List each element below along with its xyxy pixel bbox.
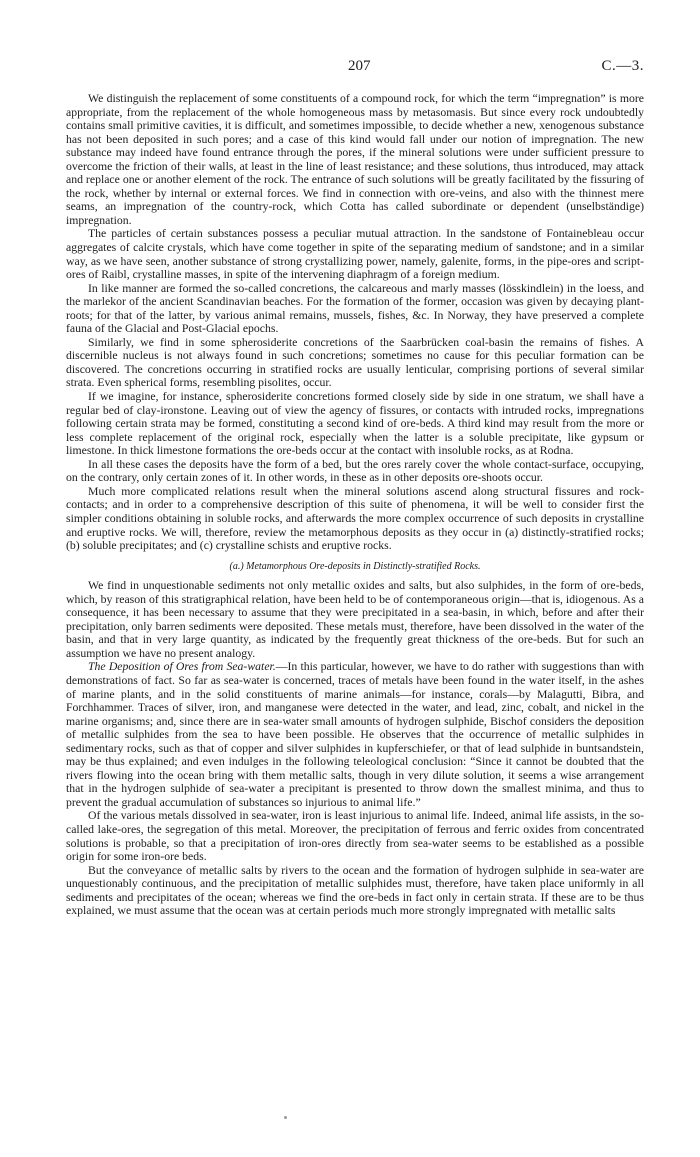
page-number: 207 [348,58,371,74]
print-speck [284,1116,287,1119]
section-heading: (a.) Metamorphous Ore-deposits in Distinctly-stratified Rocks. [229,560,481,572]
paragraph-deposition-sea-water [66,660,644,809]
paragraph-conveyance: But the conveyance of metallic salts by rivers to the ocean and the formation of hydrogen sulphide in sea-water are unquestionably continuous, and the precipitation of metallic sulphides must, therefore, have taken place uniformly in all sediments and precipitates of the ocean; whereas we find the ore-beds in fact only in certain strata. If these are to be thus explained, we must assume that the ocean was at certain periods much more strongly impregnated with metallic salts [66,863,644,918]
body-text [66,92,644,918]
series-label: C.—3. [601,58,644,74]
deposition-lead: The Deposition of Ores from Sea-water. [88,660,276,674]
paragraph-mutual-attraction: The particles of certain substances possess a peculiar mutual attraction. In the sandstone of Fontainebleau occur aggregates of calcite crystals, which have come together in spite of the separating medium of sandstone; and in a similar way, as we have seen, another substance of strong crystallizing power, namely, galenite, forms, in the pipe-ores and script-ores of Raibl, crystalline masses, in spite of the intervening diaphragm of a foreign medium. [66,227,644,282]
paragraph-unquestionable-sediments: We find in unquestionable sediments not only metallic oxides and salts, but also sulphides, in the form of ore-beds, which, by reason of this stratigraphical relation, have been held to be of contemporaneous origin—that is, idiogenous. As a consequence, it has been necessary to assume that they were precipitated in a sea-basin, in which, before and after their precipitation, only barren sediments were deposited. These metals must, therefore, have been dissolved in the water of the basin, and that in very large quantity, as indicated by the frequently great thickness of the ore-beds. But for such an assumption we have no present analogy. [66,579,644,660]
paragraph-ore-shoots: In all these cases the deposits have the form of a bed, but the ores rarely cover the whole contact-surface, occupying, on the contrary, only certain zones of it. In other words, in these as in other deposits ore-shoots occur. [66,457,644,485]
paragraph-iron-least-injurious: Of the various metals dissolved in sea-water, iron is least injurious to animal life. Indeed, animal life assists, in the so-called lake-ores, the segregation of this metal. Moreover, the precipitation of ferrous and ferric oxides from concentrated solutions is probable, so that a precipitation of iron-ores directly from sea-water seems to be established as a possible origin for some iron-ore beds. [66,809,644,864]
paragraph-spherosiderite: Similarly, we find in some spherosiderite concretions of the Saarbrücken coal-basin the remains of fishes. A discernible nucleus is not always found in such concretions; sometimes no cause for this peculiar formation can be discovered. The concretions occurring in stratified rocks are usually lenticular, comprising portions of several similar strata. Even spherical forms, resembling pisolites, occur. [66,335,644,390]
paragraph-concretions: In like manner are formed the so-called concretions, the calcareous and marly masses (lösskindlein) in the loess, and the marlekor of the ancient Scandinavian beaches. For the formation of the former, occasion was given by decaying plant-roots; for that of the latter, by various animal remains, mussels, fishes, &c. In Norway, they have preserved a complete fauna of the Glacial and Post-Glacial epochs. [66,281,644,336]
deposition-text: —In this particular, however, we have to do rather with suggestions than with demonstrations of fact. So far as sea-water is concerned, traces of metals have been found in the water itself, in the ashes of marine plants, and in the solid constituents of marine animals—for instance, corals—by Malagutti, Bibra, and Forchhammer. Traces of silver, iron, and manganese were detected in the water, and lead, zinc, cobalt, and nickel in the marine organisms; and, since there are in sea-water small amounts of hydrogen sulphide, Bischof considers the deposition of metallic sulphides from the sea to have been possible. He observes that the occurrence of metallic sulphides in sedimentary rocks, such as that of copper and silver sulphides in kupferschiefer, or that of lead sulphide in buntsandstein, may be thus explained; and even indulges in the following teleological conclusion: “Since it cannot be doubted that the rivers flowing into the ocean bring with them metallic salts, though in very dilute solution, it seems a wise arrangement that in the hydrogen sulphide of sea-water a precipitant is presented to throw down the smallest minima, and thus to prevent the gradual accumulation of substances so injurious to animal life.” [66,660,644,809]
paragraph-clay-ironstone: If we imagine, for instance, spherosiderite concretions formed closely side by side in one stratum, we shall have a regular bed of clay-ironstone. Leaving out of view the agency of fissures, or contacts with intruded rocks, impregnations following certain strata may be formed, constituting a second kind of ore-beds. A third kind may result from the more or less complete replacement of the original rock, especially when the latter is a soluble precipitate, like gypsum or limestone. In thick limestone formations the ore-beds occur at the contact with insoluble rocks, as at Rodna. [66,390,644,458]
paragraph-complicated-relations: Much more complicated relations result when the mineral solutions ascend along structural fissures and rock-contacts; and in order to a comprehensive description of this suite of phenomena, it will be well to consider first the simpler conditions obtaining in soluble rocks, and afterwards the more complex occurrence of such deposits in crystalline and eruptive rocks. We will, therefore, review the metamorphous deposits as they occur in (a) distinctly-stratified rocks; (b) soluble precipitates; and (c) crystalline schists and eruptive rocks. [66,484,644,553]
paragraph-impregnation: We distinguish the replacement of some constituents of a compound rock, for which the term “impregnation” is more appropriate, from the replacement of the whole homogeneous mass by metasomasis. But since every rock undoubtedly contains small primitive cavities, it is difficult, and sometimes impossible, to decide whether a new, xenogenous substance has not been deposited in such pores; and a case of this kind would fall under our notion of impregnation. The new substance may indeed have found entrance through the pores, if the mineral solutions were under sufficient pressure to overcome the friction of their walls, at least in the line of least resistance; and these solutions, thus introduced, may attack and replace one or another element of the rock. The entrance of such solutions will be greatly facilitated by the fissuring of the rock, whether by internal or external forces. We find in connection with ore-veins, and also with the thinnest mere seams, an impregnation of the country-rock, which Cotta has called subordinate or dependent (unselbständige) impregnation. [66,92,644,227]
page-header [66,58,644,78]
